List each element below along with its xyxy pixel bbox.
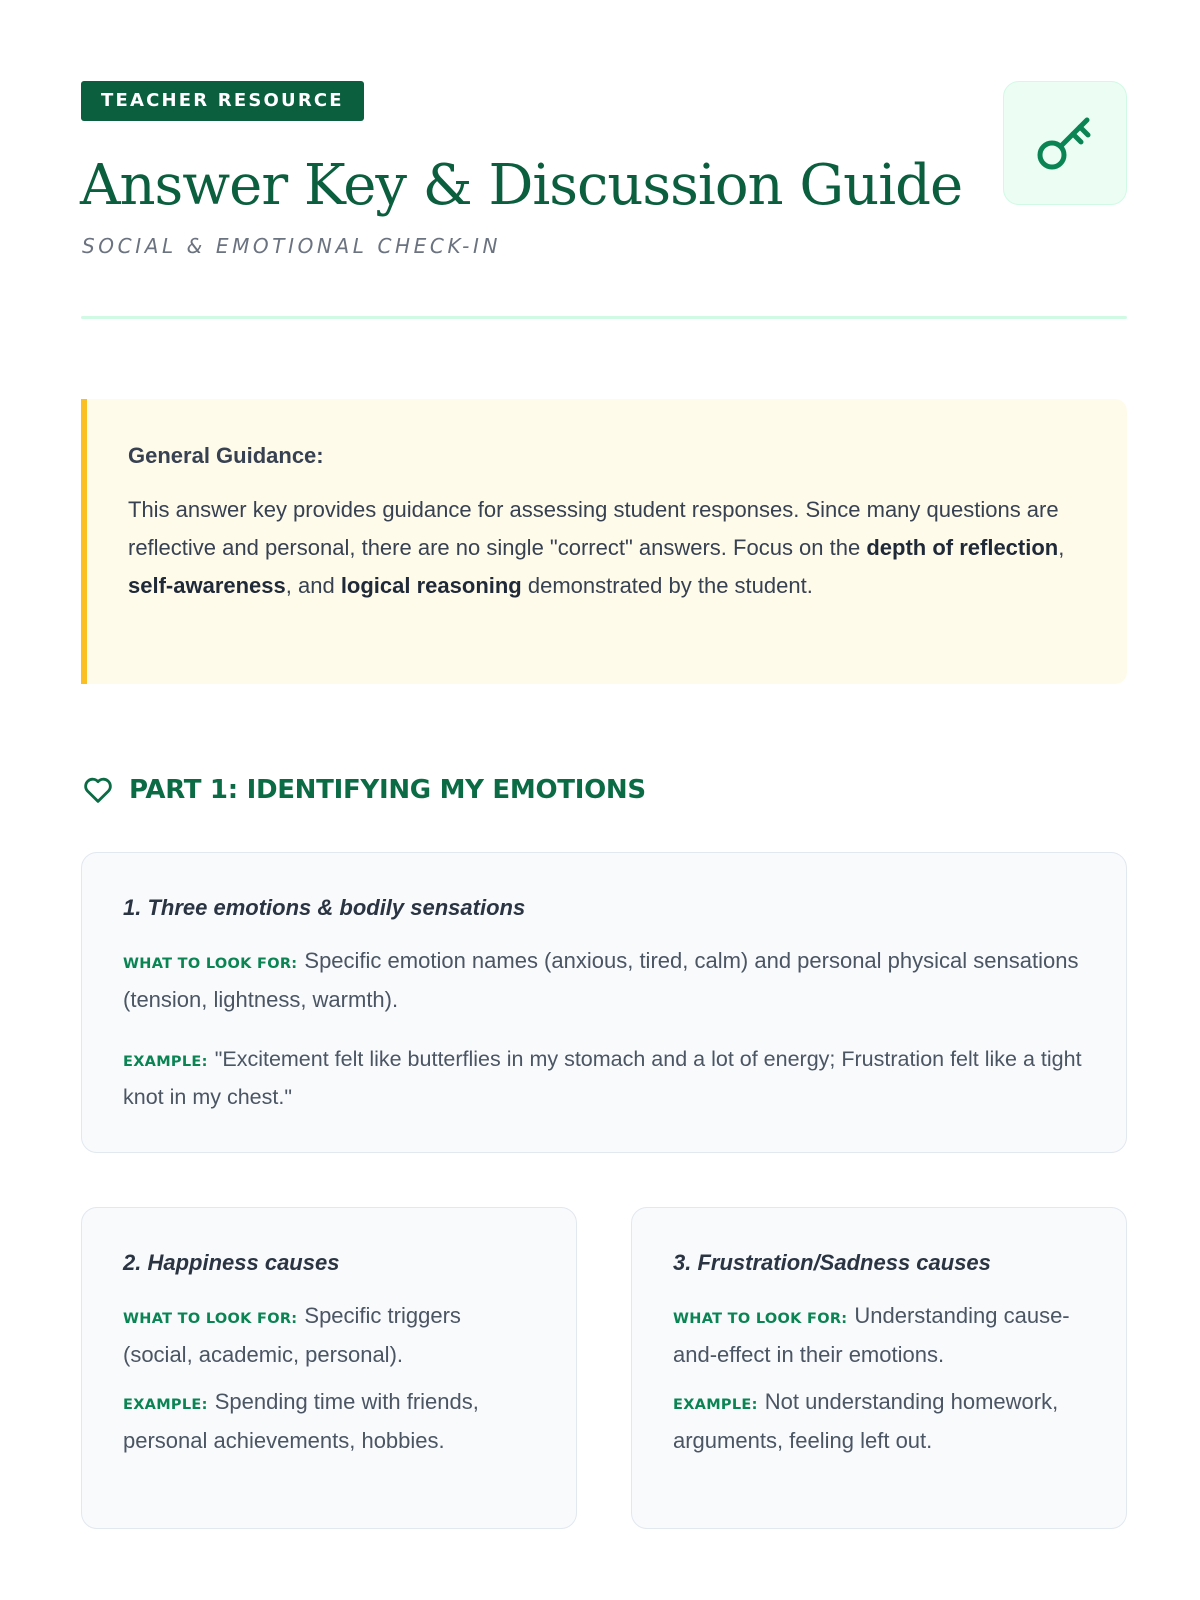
question-card	[81, 852, 1127, 1153]
example-row	[123, 1384, 536, 1458]
section-title: PART 1: IDENTIFYING MY EMOTIONS	[129, 775, 646, 805]
guidance-text-part: , and	[285, 573, 341, 598]
example-text: Spending time with friends, personal achievements, hobbies.	[123, 1389, 479, 1453]
guidance-emphasis-self-awareness: self-awareness	[128, 573, 286, 598]
question-title: 3. Frustration/Sadness causes	[673, 1250, 991, 1275]
teacher-resource-badge: TEACHER RESOURCE	[81, 81, 364, 121]
look-for-label: WHAT TO LOOK FOR:	[673, 1311, 848, 1327]
look-for-row	[123, 1298, 536, 1372]
header-divider	[81, 316, 1127, 319]
key-icon	[1033, 111, 1097, 175]
look-for-label: WHAT TO LOOK FOR:	[123, 1311, 298, 1327]
heart-icon	[81, 773, 115, 807]
example-label: EXAMPLE:	[123, 1397, 208, 1413]
look-for-text: Specific triggers (social, academic, personal).	[123, 1303, 461, 1367]
question-title: 2. Happiness causes	[123, 1250, 340, 1275]
example-row	[673, 1384, 1086, 1458]
example-label: EXAMPLE:	[673, 1397, 758, 1413]
look-for-text: Understanding cause-and-effect in their emotions.	[673, 1303, 1070, 1367]
example-text: "Excitement felt like butterflies in my stomach and a lot of energy; Frustration felt like a tight knot in my chest."	[123, 1047, 1082, 1109]
look-for-label: WHAT TO LOOK FOR:	[123, 956, 298, 972]
question-card	[631, 1207, 1127, 1529]
question-card	[81, 1207, 577, 1529]
example-row	[123, 1042, 1086, 1115]
example-label: EXAMPLE:	[123, 1054, 208, 1070]
guidance-text	[128, 491, 1087, 605]
guidance-title: General Guidance:	[128, 443, 324, 468]
page-subtitle: SOCIAL & EMOTIONAL CHECK-IN	[82, 234, 502, 258]
look-for-text: Specific emotion names (anxious, tired, calm) and personal physical sensations (tension, lightness, warmth).	[123, 948, 1079, 1012]
section-heading-part-1	[81, 772, 646, 808]
guidance-emphasis-depth: depth of reflection	[866, 535, 1059, 560]
guidance-text-part: demonstrated by the student.	[521, 573, 813, 598]
look-for-row	[673, 1298, 1086, 1372]
key-icon-tile	[1003, 81, 1127, 205]
page-title: Answer Key & Discussion Guide	[80, 153, 963, 218]
question-title: 1. Three emotions & bodily sensations	[123, 895, 526, 920]
guidance-text-part: This answer key provides guidance for assessing student responses. Since many questions are reflective and personal, there are no single "correct" answers. Focus on the	[128, 497, 1059, 560]
guidance-text-part: ,	[1058, 535, 1065, 560]
general-guidance-callout	[81, 399, 1127, 684]
example-text: Not understanding homework, arguments, feeling left out.	[673, 1389, 1059, 1453]
look-for-row	[123, 943, 1086, 1017]
guidance-emphasis-logical-reasoning: logical reasoning	[340, 573, 522, 598]
